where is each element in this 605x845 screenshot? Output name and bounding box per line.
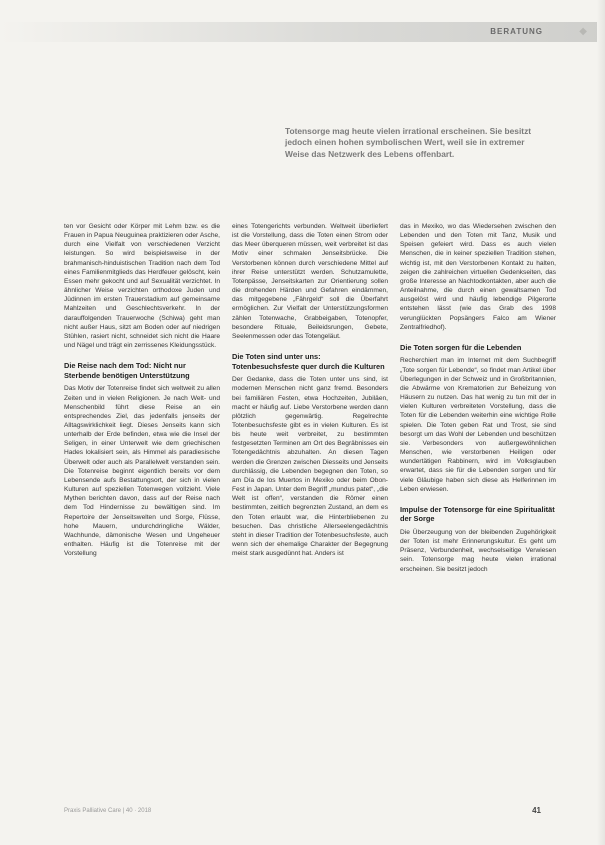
section-heading: Die Reise nach dem Tod: Nicht nur Sterbende benötigen Unterstützung (64, 361, 190, 380)
section-label: BERATUNG (490, 27, 543, 36)
text-column-1 (64, 222, 220, 558)
paragraph: das in Mexiko, wo das Wiedersehen zwischen den Lebenden und den Toten mit Tanz, Musik und Speisen gefeiert wird. Dass es auch vielen Menschen, die in keiner speziellen Tradition stehen, wichtig ist, mit den Verstorbenen Kontakt zu halten, zeigen die zahlreichen virtuellen Gedenkseiten, das große Interesse an Nachtodkontakten, aber auch die Anteilnahme, die durch einen gewaltsamen Tod ausgelöst wird und häufig lebendige Pilgerorte entstehen lässt (wie das Grab des 1998 verunglückten Popsängers Falco am Wiener Zentralfriedhof). (400, 223, 556, 331)
section-heading: Impulse der Totensorge für eine Spiritualität der Sorge (400, 504, 555, 524)
paragraph: ten vor Gesicht oder Körper mit Lehm bzw. es die Frauen in Papua Neuguinea praktizieren oder Asche, durch eine Vielfalt von verschiedenen Verzicht leistungen. So wird beispielsweise in der brahmanisch-hinduistischen Tradition nach dem Tod eines Familienmitglieds das Herdfeuer gelöscht, kein Essen mehr gekocht und auf Sexualität verzichtet. In ähnlicher Weise verzichten orthodoxe Juden und Jüdinnen im ersten Trauerstadium auf gemeinsame Mahlzeiten und Geschlechtsverkehr. In der darauffolgenden Trauerwoche (Schiwa) geht man nicht außer Haus, sitzt am Boden oder auf niedrigen Stühlen, rasiert nicht, schneidet sich nicht die Haare und Nägel und trägt ein zerrissenes Kleidungsstück. (64, 223, 220, 350)
pull-quote: Totensorge mag heute vielen irrational erscheinen. Sie besitzt jedoch einen hohen symbolischen Wert, weil sie in extremer Weise das Netzwerk des Lebens offenbart. (285, 126, 532, 159)
section-heading: Die Toten sind unter uns: Totenbesuchsfeste quer durch die Kulturen (232, 352, 385, 371)
paragraph: eines Totengerichts verbunden. Weltweit überliefert ist die Vorstellung, dass die Toten einen Strom oder das Meer überqueren müssen, weit verbreitet ist das Motiv einer schmalen Jenseitsbrücke. Die Verstorbenen können durch verschiedene Mittel auf ihrer Reise unterstützt werden. Schutzamulette, Totenpässe, Jenseitskarten zur Orientierung sollen die drohenden Härden und Gefahren eindämmen, das mitgegebene „Fährgeld“ soll die Überfahrt ermöglichen. Zur Vielfalt der Unterstützungsformen zählen Totenwache, Grabbeigaben, Totenopfer, besondere Rituale, Beileidsrungen, Gebete, Seelenmessen oder das Totengeläut. (232, 223, 388, 340)
page-number: 41 (532, 806, 541, 815)
paragraph: Recherchiert man im Internet mit dem Suchbegriff „Tote sorgen für Lebende“, so findet man Artikel über Überlegungen in der Schweiz und in Großbritannien, die Abwärme von Krematorien zur Beheizung von Häusern zu nutzen. Das hat wenig zu tun mit der in vielen Kulturen verbreiteten Vorstellung, dass die Toten für die Lebenden weiterhin eine wichtige Rolle spielen. Die Toten geben Rat und Trost, sie sind besorgt um das Wohl der Lebenden und beschützen sie. Verbesonders von außergewöhnlichen Menschen, wie verstorbenen Heiligen oder wundertätigen Rabbinern, wird im Volksglauben erwartet, dass sie für die Lebenden sorgen und für viele Gläubige haben sich diese als Helferinnen im Leben erwiesen. (400, 357, 556, 493)
paragraph: Das Motiv der Totenreise findet sich weltweit zu allen Zeiten und in vielen Religionen. Je nach Welt- und Menschenbild führt diese Reise an ein entsprechendes Ziel, das jedenfalls jenseits der Alltagswirklichkeit liegt. Dieses Jenseits kann sich unterhalb der Erde befinden, etwa wie die Insel der Seligen, in einer Unterwelt wie dem griechischen Hades lokalisiert sein, als Himmel als paradiesische Überwelt oder auch als Parallelwelt verstanden sein. Die Totenreise beginnt eigentlich bereits vor dem Lebensende aufs Bestattungsort, der sich in vielen Kulturen auf speziellen Totenwegen vollzieht. Viele Mythen berichten davon, dass auf der Reise nach dem Tod Hindernisse zu bewältigen sind. Im Repertoire der Jenseitswelten und Sorge, Flüsse, hohe Mauern, undurchdringliche Wälder, Wachhunde, dämonische Wesen und Ungeheuer enthalten. Häufig ist die Totenreise mit der Vorstellung (64, 385, 220, 558)
paragraph: Die Überzeugung von der bleibenden Zugehörigkeit der Toten ist mehr Erinnerungskultur. Es geht um Präsenz, Verbundenheit, wechselseitige Verwiesen sein. Totensorge mag heute vielen irrational erscheinen. Sie besitzt jedoch (400, 529, 556, 573)
text-column-2 (232, 222, 388, 558)
paragraph: Der Gedanke, dass die Toten unter uns sind, ist modernen Menschen nicht ganz fremd. Besonders bei familiären Festen, etwa Hochzeiten, Jubiläen, macht er häufig auf. Liebe Verstorbene werden dann plötzlich gegenwärtig. Regelrechte Totenbesuchsfeste gibt es in vielen Kulturen. Es ist bis heute weit verbreitet, zu bestimmten festgesetzten Terminen am Ort des Begräbnisses ein Totengedächtnis abzuhalten. An diesen Tagen werden die Grenzen zwischen Diesseits und Jenseits durchlässig, die Lebenden begegnen den Toten, so am Día de los Muertos in Mexiko oder beim Obon-Fest in Japan. Unter dem Begriff „mundus patet“, „die Welt ist offen“, verstanden die Römer einen bestimmten, zeitlich begrenzten Zustand, an dem es den Toten erlaubt war, die Hinterbliebenen zu besuchen. Das christliche Allerseelengedächtnis steht in dieser Tradition der Totenbesuchsfeste, auch wenn sich der ehemalige Charakter der Begegnung meist stark ausgedünnt hat. Anders ist (232, 376, 388, 558)
corner-mark-icon: ◆ (579, 26, 587, 37)
text-column-3 (400, 222, 556, 574)
footer-publication: Praxis Palliative Care | 40 · 2018 (64, 808, 152, 814)
section-heading: Die Toten sorgen für die Lebenden (400, 342, 522, 352)
page-edge (597, 0, 605, 845)
